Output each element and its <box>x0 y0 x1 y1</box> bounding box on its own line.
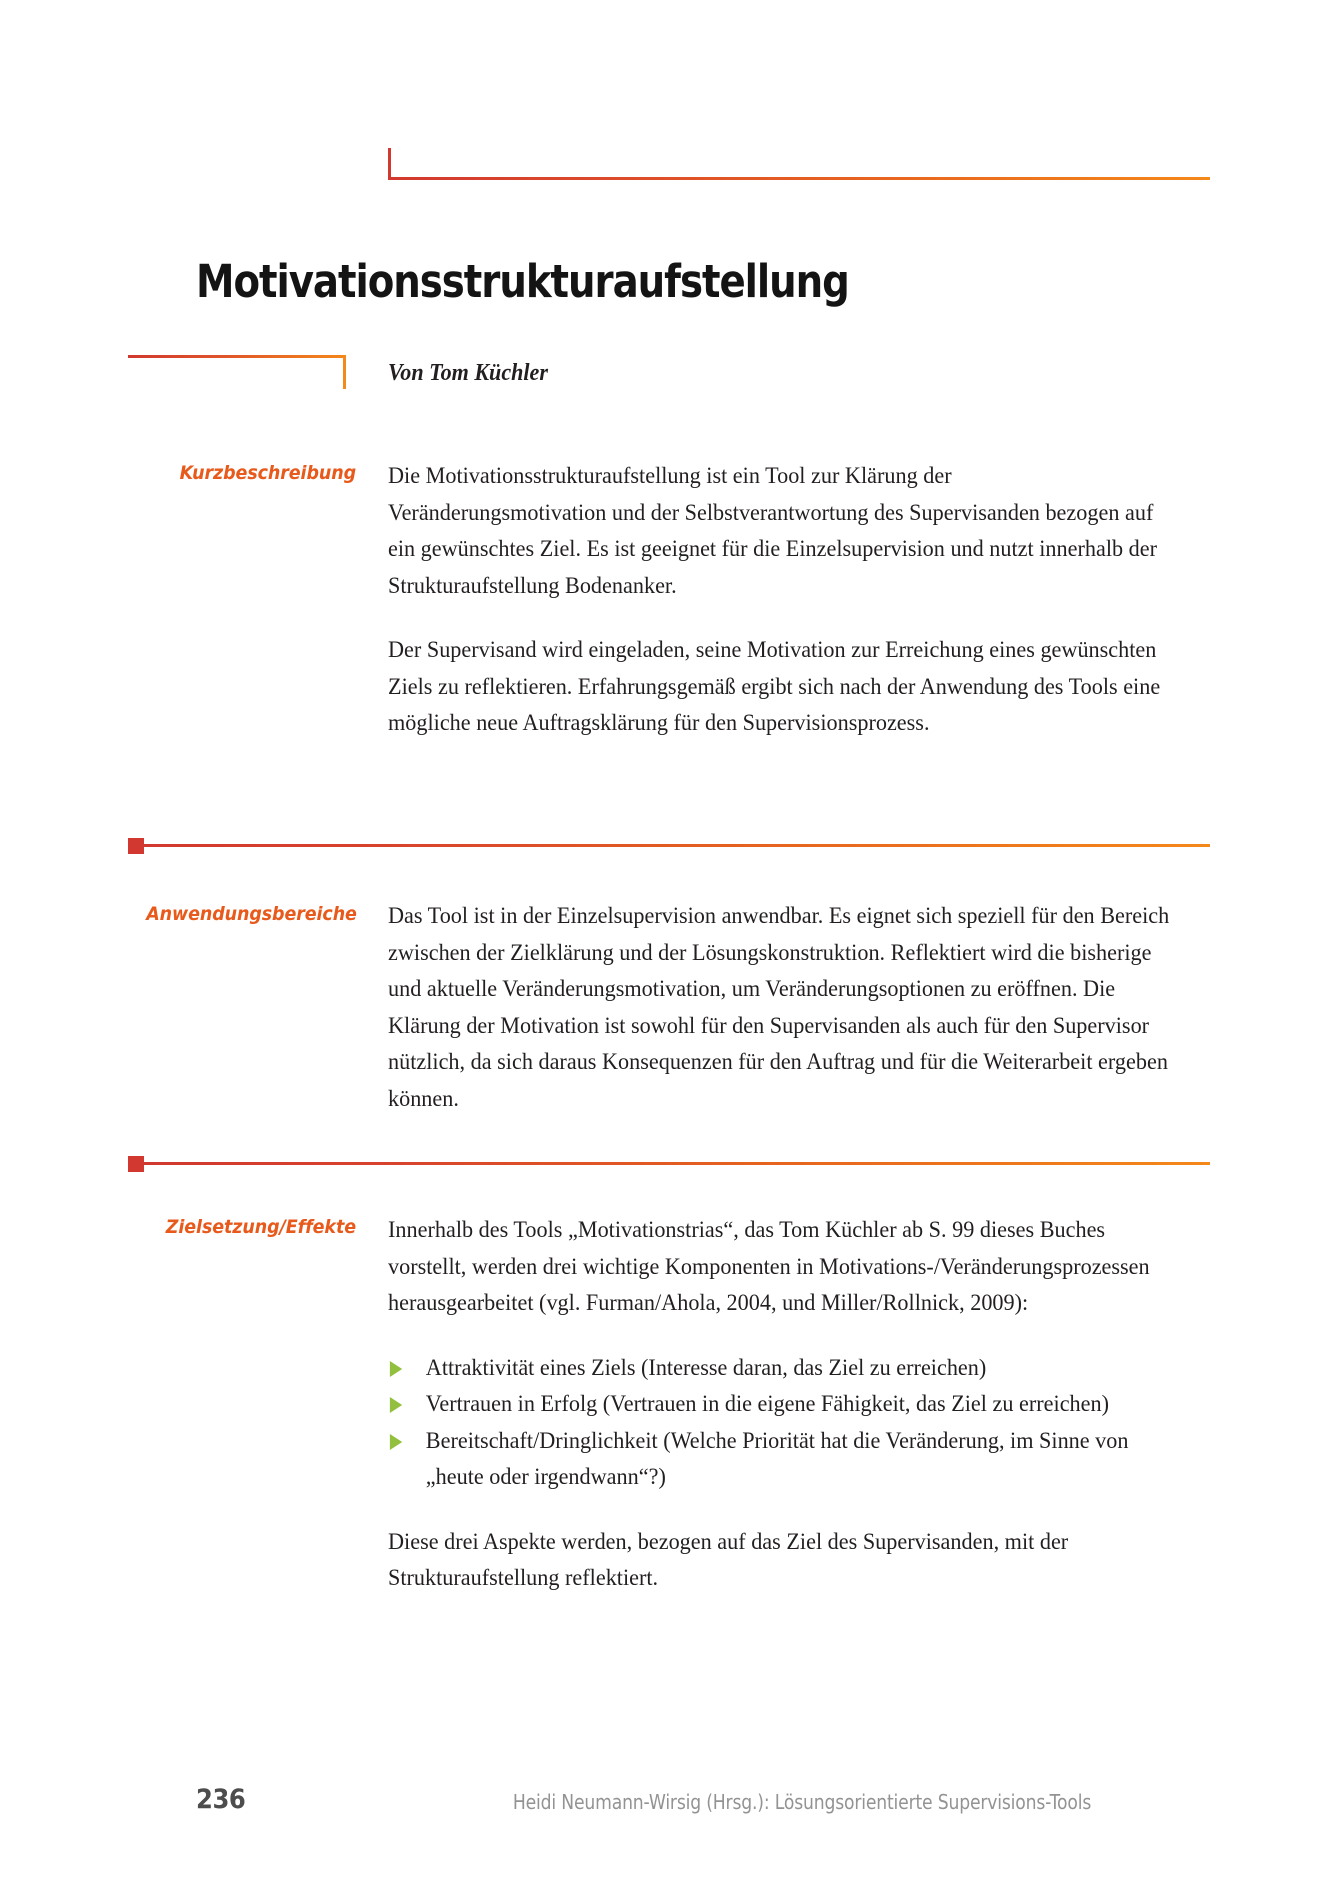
footer-note: Heidi Neumann-Wirsig (Hrsg.): Lösungsorientierte Supervisions-Tools <box>512 1790 1092 1814</box>
section-body-zielsetzung-effekte <box>388 1212 1216 1597</box>
bullet-list <box>388 1350 1216 1496</box>
arrow-right-icon <box>390 1434 402 1450</box>
list-item <box>388 1350 1170 1387</box>
section-label-kurzbeschreibung: Kurzbeschreibung <box>179 462 356 484</box>
author-rule-tick <box>343 355 346 389</box>
list-item-label: Vertrauen in Erfolg (Vertrauen in die eigene Fähigkeit, das Ziel zu erreichen) <box>425 1391 1110 1417</box>
section-divider-line <box>142 844 1210 847</box>
paragraph: Der Supervisand wird eingeladen, seine Motivation zur Erreichung eines gewünschten Ziels zu reflektieren. Erfahrungsgemäß ergibt sich nach der Anwendung des Tools eine mögliche neue Auftragsklärung für den Supervisionsprozess. <box>388 637 1161 736</box>
list-item <box>388 1386 1170 1423</box>
paragraph: Innerhalb des Tools „Motivationstrias“, das Tom Küchler ab S. 99 dieses Buches vorstellt, werden drei wichtige Komponenten in Motivations-/Veränderungsprozessen herausgearbeitet (vgl. Furman/Ahola, 2004, und Miller/Rollnick, 2009): <box>388 1217 1150 1316</box>
header-rule-tick <box>388 148 391 180</box>
section-divider-line <box>142 1162 1210 1165</box>
author-rule-line <box>128 355 346 358</box>
arrow-right-icon <box>390 1397 402 1413</box>
page-title: Motivationsstrukturaufstellung <box>196 255 849 309</box>
arrow-right-icon <box>390 1361 402 1377</box>
paragraph: Diese drei Aspekte werden, bezogen auf das Ziel des Supervisanden, mit der Strukturaufstellung reflektiert. <box>388 1528 1069 1591</box>
section-label-zielsetzung-effekte: Zielsetzung/Effekte <box>165 1216 356 1238</box>
paragraph: Das Tool ist in der Einzelsupervision anwendbar. Es eignet sich speziell für den Bereich zwischen der Zielklärung und der Lösungskonstruktion. Reflektiert wird die bisherige und aktuelle Veränderungsmotivation, um Veränderungsoptionen zu eröffnen. Die Klärung der Motivation ist sowohl für den Supervisanden als auch für den Supervisor nützlich, da sich daraus Konsequenzen für den Auftrag und für die Weiterarbeit ergeben können. <box>388 903 1170 1112</box>
list-item-label: Attraktivität eines Ziels (Interesse daran, das Ziel zu erreichen) <box>425 1354 987 1381</box>
author-line: Von Tom Küchler <box>388 360 548 386</box>
section-divider-1 <box>128 838 1210 854</box>
section-label-anwendungsbereiche: Anwendungsbereiche <box>146 903 357 925</box>
section-body-anwendungsbereiche <box>388 898 1216 1117</box>
footer-page-number: 236 <box>196 1784 246 1815</box>
author-rule <box>128 355 346 389</box>
header-rule <box>388 148 1210 180</box>
list-item-label: Bereitschaft/Dringlichkeit (Welche Priorität hat die Veränderung, im Sinne von „heute oder irgendwann“?) <box>425 1427 1129 1490</box>
list-item <box>388 1423 1170 1496</box>
section-body-kurzbeschreibung <box>388 458 1216 742</box>
header-rule-line <box>388 177 1210 180</box>
section-divider-2 <box>128 1156 1210 1172</box>
paragraph: Die Motivationsstrukturaufstellung ist ein Tool zur Klärung der Veränderungsmotivation und der Selbstverantwortung des Supervisanden bezogen auf ein gewünschtes Ziel. Es ist geeignet für die Einzelsupervision und nutzt innerhalb der Strukturaufstellung Bodenanker. <box>388 463 1158 599</box>
